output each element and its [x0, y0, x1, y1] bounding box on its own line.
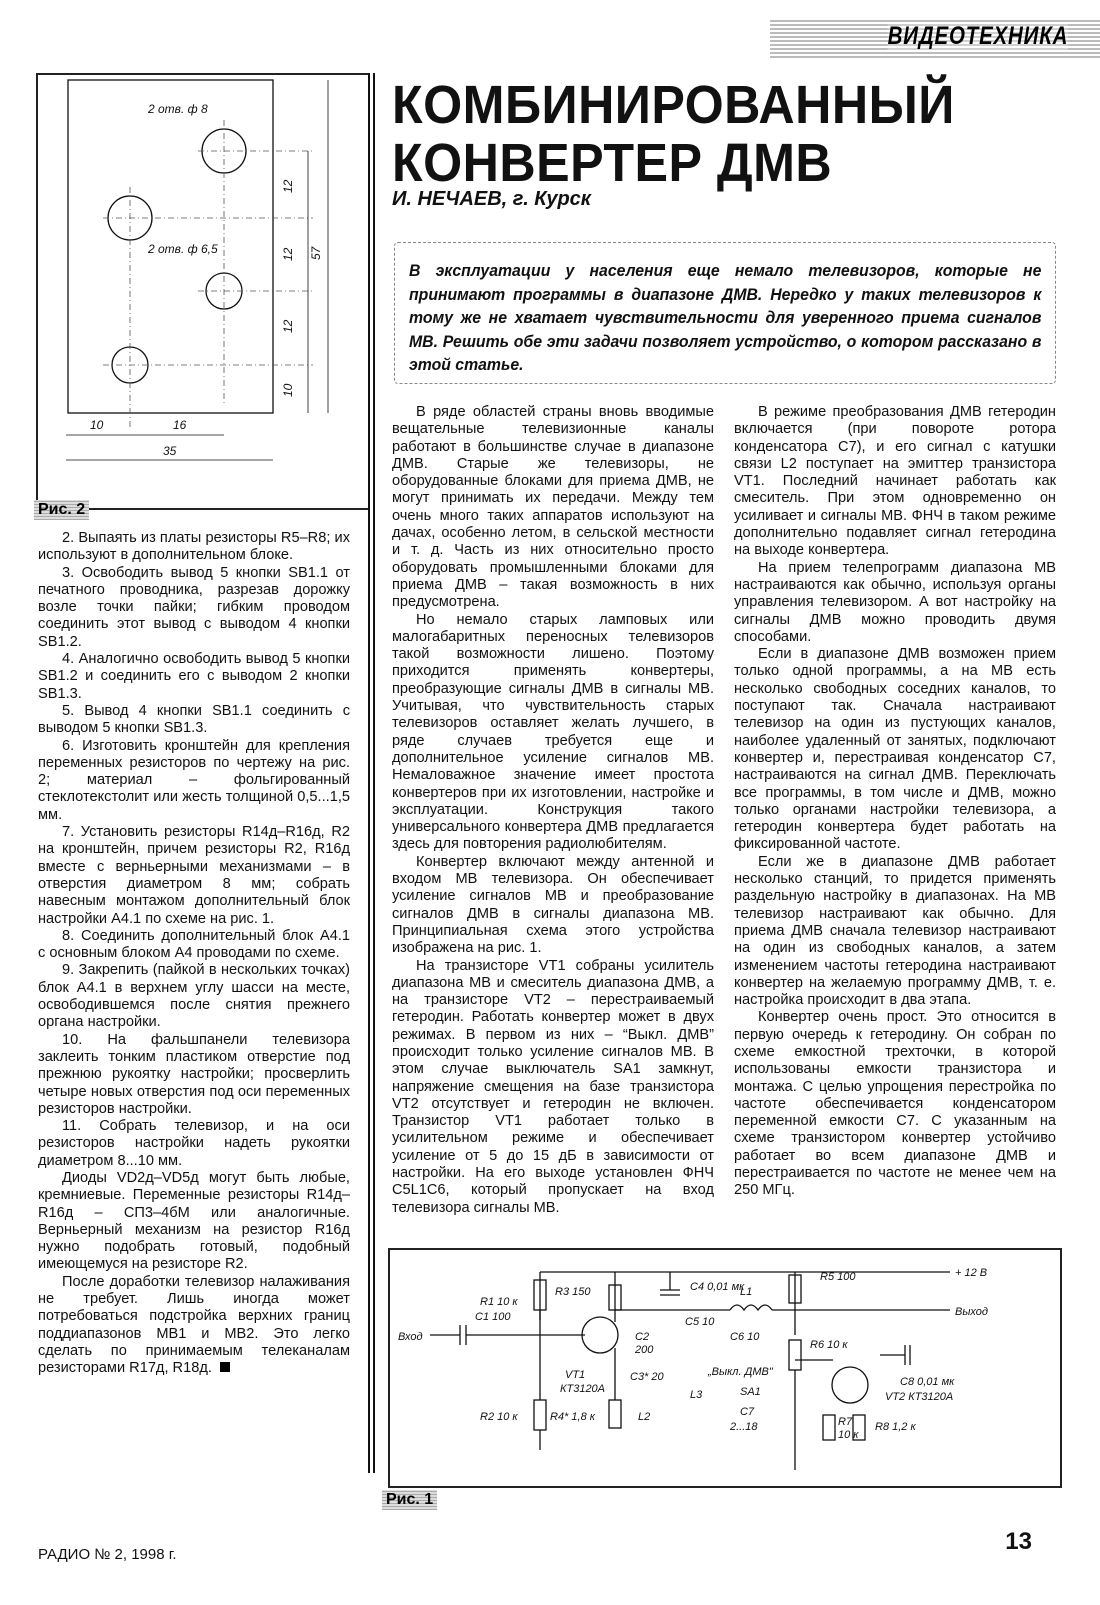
svg-text:L2: L2	[638, 1411, 651, 1423]
bracket-drawing	[38, 75, 368, 508]
svg-text:C5 10: C5 10	[685, 1316, 715, 1328]
svg-text:10: 10	[281, 383, 295, 397]
left-column: 2. Выпаять из платы резисторы R5–R8; их используют в дополнительном блоке. 3. Освободить вывод 5 кнопки SB1.1 от печатного проводника, разрезав дорожку возле точки пайки; гибким проводом соединить этот вывод с выводом 4 кнопки SB1.2. 4. Аналогично освободить вывод 5 кнопки SB1.2 и соединить его с выводом 2 кнопки SB1.3. 5. Вывод 4 кнопки SB1.1 соединить с выводом 5 кнопки SB1.3. 6. Изготовить кронштейн для крепления переменных резисторов по чертежу на рис. 2; материал – фольгированный стеклотекстолит или жесть толщиной 0,5...1,5 мм. 7. Установить резисторы R14д–R16д, R2 на кронштейн, причем резисторы R2, R16д вместе с верньерными механизмами – в отверстия диаметром 8 мм; собрать навесным монтажом дополнительный блок настройки А4.1 по схеме на рис. 1. 8. Соединить дополнительный блок А4.1 с основным блоком А4 проводами по схеме. 9. Закрепить (пайкой в нескольких точках) блок А4.1 в верхнем углу шасси на месте, освободившемся после снятия прежнего органа настройки. 10. На фальшпанели телевизора заклеить тонким пластиком отверстие под прежнюю рукоятку настройки; просверлить четыре новых отверстия под оси переменных резисторов настройки. 11. Собрать телевизор, и на оси резисторов настройки надеть рукоятки диаметром 8...10 мм. Диоды VD2д–VD5д могут быть любые, кремниевые. Переменные резисторы R14д–R16д – СП3–4бМ или аналогичные. Верньерный механизм на резистор R16д нужно подобрать готовый, подобный имеющемуся на резисторе R2. После доработки телевизор налаживания не требует. Лишь иногда может потребоваться подстройка верхних границ поддиапазонов МВ1 и МВ2. Это легко сделать по принимаемым телеканалам резисторами R17д, R18д.	[38, 530, 350, 1377]
svg-text:R3 150: R3 150	[555, 1286, 591, 1298]
svg-text:200: 200	[635, 1344, 654, 1356]
svg-text:VT2 КТ3120А: VT2 КТ3120А	[885, 1391, 954, 1403]
section-header	[770, 18, 1100, 58]
article-title: КОМБИНИРОВАННЫЙ КОНВЕРТЕР ДМВ	[392, 75, 955, 193]
svg-text:R1 10 к: R1 10 к	[480, 1296, 518, 1308]
figure-1-caption: Рис. 1	[382, 1490, 437, 1510]
issue-info: РАДИО № 2, 1998 г.	[38, 1546, 177, 1563]
svg-text:12: 12	[281, 247, 295, 261]
svg-text:C7: C7	[740, 1406, 755, 1418]
end-mark	[220, 1362, 230, 1372]
svg-text:2 отв. ф 6,5: 2 отв. ф 6,5	[148, 242, 218, 256]
svg-text:R2 10 к: R2 10 к	[480, 1411, 518, 1423]
svg-text:R4* 1,8 к: R4* 1,8 к	[550, 1411, 595, 1423]
page-number: 13	[1005, 1528, 1032, 1555]
svg-text:C4 0,01 мк: C4 0,01 мк	[690, 1281, 745, 1293]
svg-text:C6 10: C6 10	[730, 1331, 760, 1343]
svg-text:2...18: 2...18	[730, 1421, 758, 1433]
svg-text:R7: R7	[838, 1416, 853, 1428]
svg-text:R5 100: R5 100	[820, 1271, 856, 1283]
svg-text:L1: L1	[740, 1286, 753, 1298]
svg-text:35: 35	[163, 444, 177, 458]
svg-text:VT1: VT1	[565, 1369, 586, 1381]
svg-text:12: 12	[281, 179, 295, 193]
svg-text:L3: L3	[690, 1389, 703, 1401]
article-lead: В эксплуатации у населения еще немало телевизоров, которые не принимают программы в диапазоне ДМВ. Нередко у таких телевизоров к тому же не хватает чувствительности для уверенного приема сигналов МВ. Решить обе эти задачи позволяет устройство, о котором рассказано в этой статье.	[394, 242, 1056, 384]
svg-text:2 отв. ф 8: 2 отв. ф 8	[148, 102, 208, 116]
svg-text:C8 0,01 мк: C8 0,01 мк	[900, 1376, 955, 1388]
middle-column: В ряде областей страны вновь вводимые вещательные телевизионные каналы работают в большинстве случае в диапазоне ДМВ. Старые же телевизоры, не оборудованные блоками для приема ДМВ, не могут принимать их передачи. Между тем очень много таких аппаратов используют на дачах, особенно летом, в сельской местности и т. д. Часть из них относительно просто оборудовать промышленными блоками для приема ДМВ – такая возможность в них предусмотрена. Но немало старых ламповых или малогабаритных переносных телевизоров такой возможности лишено. Поэтому приходится применять конвертеры, преобразующие сигналы ДМВ в сигналы МВ. Учитывая, что чувствительность старых телевизоров оставляет желать лучшего, в ряде случаев требуется еще и дополнительное усиление сигналов МВ. Немаловажное значение имеет простота конвертеров при их изготовлении, настройке и эксплуатации. Конструкция такого универсального конвертера ДМВ предлагается здесь для повторения радиолюбителям. Конвертер включают между антенной и входом МВ телевизора. Он обеспечивает усиление сигналов МВ и преобразование сигналов ДМВ в сигналы диапазона МВ. Принципиальная схема этого устройства изображена на рис. 1. На транзисторе VT1 собраны усилитель диапазона МВ и смеситель диапазона ДМВ, а на транзисторе VT2 – перестраиваемый гетеродин. Работать конвертер может в двух режимах. В первом из них – “Выкл. ДМВ” происходит только усиление сигналов МВ. В этом случае выключатель SA1 замкнут, напряжение смещения на базе транзистора VT2 отсутствует и гетеродин не включен. Транзистор VT1 работает только в усилительном режиме и обеспечивает усиление от 5 до 15 дБ в зависимости от настройки. На его выходе установлен ФНЧ С5L1С6, который пропускает на вход телевизора сигналы МВ.	[392, 404, 714, 1216]
svg-text:КТ3120А: КТ3120А	[560, 1383, 606, 1395]
svg-text:10 к: 10 к	[838, 1429, 859, 1441]
svg-text:„Выкл. ДМВ": „Выкл. ДМВ"	[708, 1366, 773, 1378]
right-column: В режиме преобразования ДМВ гетеродин включается (при повороте ротора конденсатора С7), и его сигнал с катушки связи L2 поступает на эмиттер транзистора VT1. Последний начинает работать как смеситель. При этом одновременно он усиливает и сигналы МВ. ФНЧ в таком режиме дополнительно подавляет сигнал гетеродина на выходе конвертера. На прием телепрограмм диапазона МВ настраиваются как обычно, используя органы управления телевизором. А вот настройку на сигналы ДМВ можно проводить двумя способами. Если в диапазоне ДМВ возможен прием только одной программы, а на МВ есть несколько свободных соседних каналов, то поступают так. Сначала настраивают телевизор на один из пустующих каналов, наиболее удаленный от занятых, подключают конвертер и, перестраивая конденсатор С7, настраиваются на сигнал ДМВ. Переключать все программы, в том числе и ДМВ, можно только органами настройки телевизора, а гетеродин конвертера будет работать на фиксированной частоте. Если же в диапазоне ДМВ работает несколько станций, то придется применять раздельную настройку в диапазонах. На МВ телевизор настраивают как обычно. Для приема ДМВ сначала телевизор настраивают на один из свободных каналов, а затем изменением частоты гетеродина настраивают конвертер на желаемую программу ДМВ, т. е. настройка происходит в два этапа. Конвертер очень прост. Это относится в первую очередь к гетеродину. Он собран по схеме емкостной трехточки, в которой использованы емкости транзистора и монтажа. С целью упрощения перестройка по частоте обеспечивается конденсатором переменной емкости С7. С указанным на схеме транзистором конвертер устойчиво работает во всем диапазоне ДМВ и перестраивается по частоте не менее чем на 250 МГц.	[734, 404, 1056, 1199]
svg-text:C2: C2	[635, 1331, 650, 1343]
svg-text:16: 16	[173, 418, 187, 432]
svg-text:Вход: Вход	[398, 1331, 423, 1343]
circuit-diagram	[390, 1250, 1060, 1486]
section-title: ВИДЕОТЕХНИКА	[887, 22, 1068, 50]
svg-text:57: 57	[309, 246, 323, 260]
figure-1-schematic	[388, 1248, 1062, 1488]
column-divider	[373, 73, 375, 1473]
svg-text:10: 10	[90, 418, 104, 432]
svg-text:Выход: Выход	[955, 1306, 989, 1318]
svg-text:C1 100: C1 100	[475, 1311, 511, 1323]
svg-text:+ 12 В: + 12 В	[955, 1267, 988, 1279]
svg-text:R6 10 к: R6 10 к	[810, 1339, 848, 1351]
figure-2-caption: Рис. 2	[34, 500, 89, 520]
svg-text:C3* 20: C3* 20	[630, 1371, 664, 1383]
svg-text:R8 1,2 к: R8 1,2 к	[875, 1421, 916, 1433]
article-author: И. НЕЧАЕВ, г. Курск	[392, 188, 591, 210]
svg-text:SA1: SA1	[740, 1386, 761, 1398]
figure-2	[36, 73, 370, 510]
column-divider	[368, 73, 370, 1473]
svg-text:12: 12	[281, 319, 295, 333]
